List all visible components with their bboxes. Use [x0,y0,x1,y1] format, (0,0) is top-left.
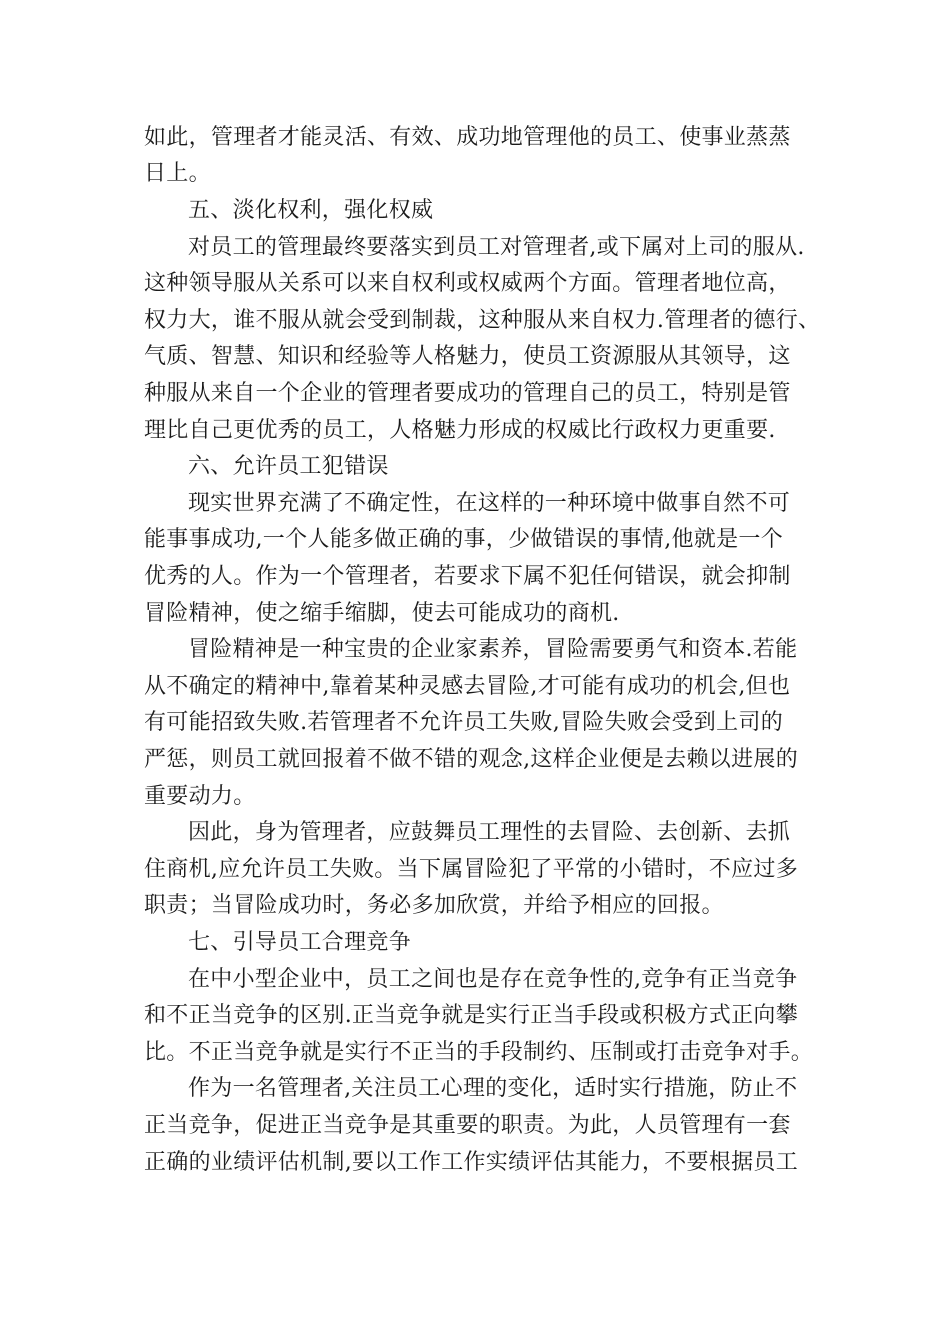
text-line: 冒险精神是一种宝贵的企业家素养，冒险需要勇气和资本.若能 [188,637,798,662]
text-line: 现实世界充满了不确定性，在这样的一种环境中做事自然不可 [188,491,791,516]
text-line: 对员工的管理最终要落实到员工对管理者,或下属对上司的服从. [188,235,805,260]
text-line: 因此，身为管理者，应鼓舞员工理性的去冒险、去创新、去抓 [188,820,791,845]
text-line: 种服从来自一个企业的管理者要成功的管理自己的员工，特别是管 [144,381,791,406]
text-line: 比。不正当竞争就是实行不正当的手段制约、压制或打击竞争对手。 [144,1040,814,1065]
text-line: 如此，管理者才能灵活、有效、成功地管理他的员工、使事业蒸蒸 [144,125,791,150]
text-line: 有可能招致失败.若管理者不允许员工失败,冒险失败会受到上司的 [144,710,783,735]
text-line: 权力大，谁不服从就会受到制裁，这种服从来自权力.管理者的德行、 [144,308,821,333]
text-line: 正确的业绩评估机制,要以工作工作实绩评估其能力，不要根据员工 [144,1150,798,1175]
text-line: 日上。 [144,161,211,186]
text-line: 重要动力。 [144,784,256,809]
text-line: 住商机,应允许员工失败。当下属冒险犯了平常的小错时，不应过多 [144,857,798,882]
text-line: 职责；当冒险成功时，务必多加欣赏，并给予相应的回报。 [144,893,724,918]
text-line: 和不正当竞争的区别.正当竞争就是实行正当手段或积极方式正向攀 [144,1003,798,1028]
text-line: 优秀的人。作为一个管理者，若要求下属不犯任何错误，就会抑制 [144,564,791,589]
text-line: 能事事成功,一个人能多做正确的事，少做错误的事情,他就是一个 [144,527,783,552]
text-line: 作为一名管理者,关注员工心理的变化，适时实行措施，防止不 [188,1076,798,1101]
section-heading: 六、允许员工犯错误 [188,454,389,479]
section-heading: 五、淡化权利，强化权威 [188,198,434,223]
text-line: 理比自己更优秀的员工，人格魅力形成的权威比行政权力更重要. [144,418,776,443]
text-line: 在中小型企业中，员工之间也是存在竞争性的,竞争有正当竞争 [188,967,798,992]
text-line: 气质、智慧、知识和经验等人格魅力，使员工资源服从其领导，这 [144,344,791,369]
text-line: 严惩，则员工就回报着不做不错的观念,这样企业便是去赖以进展的 [144,747,798,772]
section-heading: 七、引导员工合理竞争 [188,930,412,955]
text-line: 冒险精神，使之缩手缩脚，使去可能成功的商机. [144,601,620,626]
text-line: 正当竞争，促进正当竞争是其重要的职责。为此，人员管理有一套 [144,1113,791,1138]
text-line: 这种领导服从关系可以来自权利或权威两个方面。管理者地位高， [144,271,791,296]
text-line: 从不确定的精神中,靠着某种灵感去冒险,才可能有成功的机会,但也 [144,674,791,699]
